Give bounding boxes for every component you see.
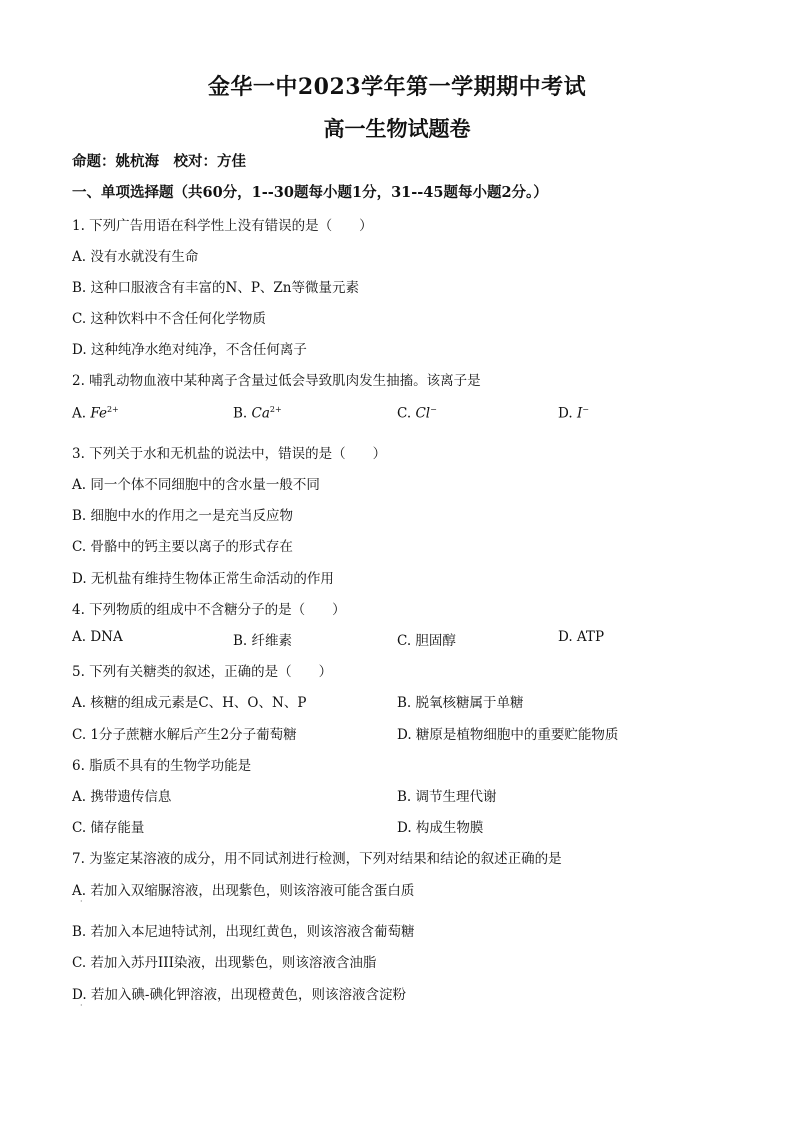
question-3-option-a: A. 同一个体不同细胞中的含水量一般不同 xyxy=(72,477,320,493)
question-2-option-c: C. Cl− xyxy=(397,405,437,422)
question-3-option-b: B. 细胞中水的作用之一是充当反应物 xyxy=(72,508,294,524)
question-6-option-c: C. 储存能量 xyxy=(72,820,145,836)
section-heading: 一、单项选择题（共60分，1--30题每小题1分，31--45题每小题2分。） xyxy=(72,184,548,201)
question-1-option-a: A. 没有水就没有生命 xyxy=(72,249,199,265)
scan-dot: · xyxy=(80,1001,83,1010)
question-1-option-b: B. 这种口服液含有丰富的N、P、Zn等微量元素 xyxy=(72,280,359,296)
question-7-option-b: B. 若加入本尼迪特试剂，出现红黄色，则该溶液含葡萄糖 xyxy=(72,924,415,940)
exam-title: 金华一中2023学年第一学期期中考试 xyxy=(207,74,587,100)
exam-subtitle: 高一生物试题卷 xyxy=(323,116,471,141)
scan-dot: · xyxy=(80,897,83,906)
question-3-option-d: D. 无机盐有维持生物体正常生命活动的作用 xyxy=(72,571,334,587)
question-5-option-c: C. 1分子蔗糖水解后产生2分子葡萄糖 xyxy=(72,727,297,743)
question-6-option-a: A. 携带遗传信息 xyxy=(72,789,172,805)
question-5-stem: 5. 下列有关糖类的叙述，正确的是（ ） xyxy=(72,664,333,680)
question-6-stem: 6. 脂质不具有的生物学功能是 xyxy=(72,758,252,774)
question-5-option-b: B. 脱氧核糖属于单糖 xyxy=(397,695,524,711)
question-2-stem: 2. 哺乳动物血液中某种离子含量过低会导致肌肉发生抽搐。该离子是 xyxy=(72,373,481,389)
question-4-stem: 4. 下列物质的组成中不含糖分子的是（ ） xyxy=(72,602,346,618)
question-1-option-d: D. 这种纯净水绝对纯净，不含任何离子 xyxy=(72,342,307,358)
question-1-stem: 1. 下列广告用语在科学性上没有错误的是（ ） xyxy=(72,218,373,234)
question-6-option-b: B. 调节生理代谢 xyxy=(397,789,497,805)
question-3-stem: 3. 下列关于水和无机盐的说法中，错误的是（ ） xyxy=(72,446,387,462)
question-4-option-c: C. 胆固醇 xyxy=(397,633,456,649)
question-2-option-d: D. I− xyxy=(558,405,589,422)
question-7-option-d: D. 若加入碘-碘化钾溶液，出现橙黄色，则该溶液含淀粉 xyxy=(72,987,406,1003)
question-5-option-d: D. 糖原是植物细胞中的重要贮能物质 xyxy=(397,727,619,743)
question-7-stem: 7. 为鉴定某溶液的成分，用不同试剂进行检测，下列对结果和结论的叙述正确的是 xyxy=(72,851,562,867)
question-4-option-a: A. DNA xyxy=(72,629,123,645)
question-6-option-d: D. 构成生物膜 xyxy=(397,820,484,836)
question-7-option-a: A. 若加入双缩脲溶液，出现紫色，则该溶液可能含蛋白质 xyxy=(72,883,415,899)
question-3-option-c: C. 骨骼中的钙主要以离子的形式存在 xyxy=(72,539,293,555)
author-line: 命题：姚杭海 校对：方佳 xyxy=(72,153,246,170)
question-2-option-a: A. $Fe^{2+}$ xyxy=(72,405,119,422)
question-4-option-b: B. 纤维素 xyxy=(233,633,293,649)
question-7-option-c: C. 若加入苏丹III染液，出现紫色，则该溶液含油脂 xyxy=(72,955,377,971)
question-1-option-c: C. 这种饮料中不含任何化学物质 xyxy=(72,311,266,327)
question-4-option-d: D. ATP xyxy=(558,629,605,645)
question-2-option-b: B. $Ca^{2+}$ xyxy=(233,405,282,422)
question-5-option-a: A. 核糖的组成元素是C、H、O、N、P xyxy=(72,695,307,711)
